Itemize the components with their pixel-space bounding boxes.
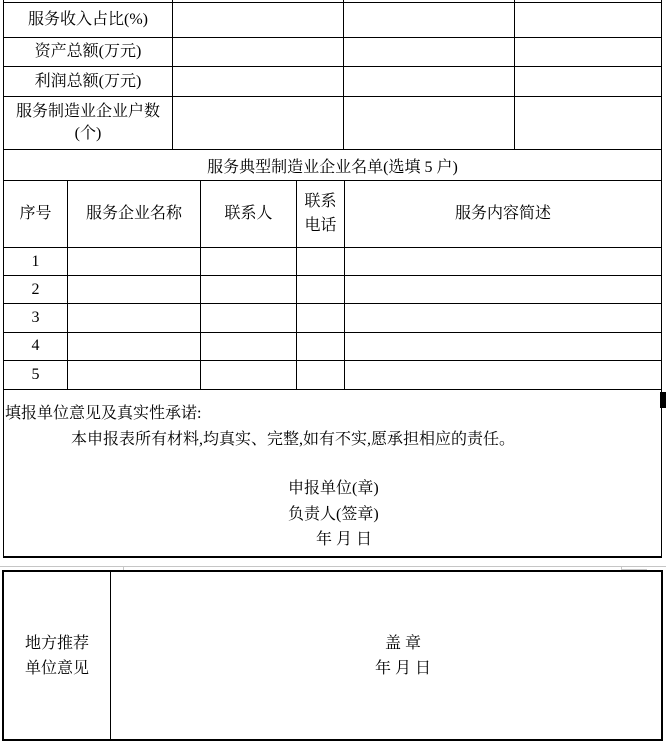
input-cell[interactable]: [345, 276, 661, 304]
declaration-signature-block: [288, 476, 379, 553]
enterprise-list-title: 服务典型制造业企业名单(选填 5 户): [3, 150, 662, 181]
row-label-enterprise-count-line2: (个): [74, 125, 102, 142]
row-number: 4: [4, 333, 68, 361]
col-header-no: 序号: [4, 181, 68, 248]
recommendation-seal-line: 盖 章: [384, 634, 421, 652]
recommendation-label-line1: 地方推荐: [24, 634, 89, 652]
col-header-phone-text: 联系电话: [304, 193, 337, 234]
input-cell[interactable]: [173, 97, 344, 149]
input-cell[interactable]: [201, 304, 297, 332]
recommendation-body-cell[interactable]: [111, 572, 661, 739]
input-cell[interactable]: [344, 67, 515, 97]
input-cell[interactable]: [201, 361, 297, 389]
declaration-unit-seal-line: 申报单位(章): [288, 480, 379, 497]
input-cell[interactable]: [173, 67, 344, 97]
input-cell[interactable]: [344, 3, 515, 38]
input-cell[interactable]: [345, 248, 661, 276]
row-label-enterprise-count-line1: 服务制造业企业户数: [15, 103, 160, 120]
enterprise-list-table: [3, 181, 662, 390]
col-header-phone: [297, 181, 345, 248]
input-cell[interactable]: [515, 3, 661, 38]
indicator-table: [3, 2, 662, 150]
declaration-person-sign-line: 负责人(签章): [288, 505, 379, 523]
declaration-statement: 本申报表所有材料,均真实、完整,如有不实,愿承担相应的责任。: [71, 431, 516, 448]
input-cell[interactable]: [515, 97, 661, 149]
declaration-date-line: 年 月 日: [316, 531, 373, 548]
input-cell[interactable]: [201, 248, 297, 276]
gridline-artifact: [0, 566, 666, 567]
row-label-total-profit: 利润总额(万元): [4, 67, 173, 97]
input-cell[interactable]: [344, 38, 515, 67]
row-number: 3: [4, 304, 68, 332]
input-cell[interactable]: [515, 38, 661, 67]
row-number: 2: [4, 276, 68, 304]
input-cell[interactable]: [68, 304, 201, 332]
input-cell[interactable]: [297, 276, 345, 304]
recommendation-date-line: 年 月 日: [374, 659, 431, 677]
input-cell[interactable]: [297, 304, 345, 332]
input-cell[interactable]: [515, 67, 661, 97]
input-cell[interactable]: [68, 361, 201, 389]
input-cell[interactable]: [344, 97, 515, 149]
recommendation-seal-block: [375, 631, 431, 681]
col-header-contact: 联系人: [201, 181, 297, 248]
row-label-service-revenue-ratio: 服务收入占比(%): [4, 3, 173, 38]
input-cell[interactable]: [345, 361, 661, 389]
row-number: 1: [4, 248, 68, 276]
input-cell[interactable]: [68, 276, 201, 304]
border-handle-mark: [660, 392, 666, 408]
input-cell[interactable]: [201, 333, 297, 361]
recommendation-label-cell: [4, 572, 111, 739]
recommendation-label-line2: 单位意见: [24, 659, 89, 677]
input-cell[interactable]: [345, 333, 661, 361]
declaration-box[interactable]: [3, 390, 662, 558]
input-cell[interactable]: [173, 38, 344, 67]
input-cell[interactable]: [68, 333, 201, 361]
col-header-name: 服务企业名称: [68, 181, 201, 248]
input-cell[interactable]: [201, 276, 297, 304]
recommendation-table: [2, 570, 663, 741]
col-header-description: 服务内容简述: [345, 181, 661, 248]
input-cell[interactable]: [173, 3, 344, 38]
input-cell[interactable]: [297, 248, 345, 276]
row-number: 5: [4, 361, 68, 389]
row-label-total-assets: 资产总额(万元): [4, 38, 173, 67]
input-cell[interactable]: [297, 333, 345, 361]
input-cell[interactable]: [345, 304, 661, 332]
declaration-heading: 填报单位意见及真实性承诺:: [5, 405, 202, 422]
input-cell[interactable]: [68, 248, 201, 276]
input-cell[interactable]: [297, 361, 345, 389]
row-label-enterprise-count: [4, 97, 173, 149]
